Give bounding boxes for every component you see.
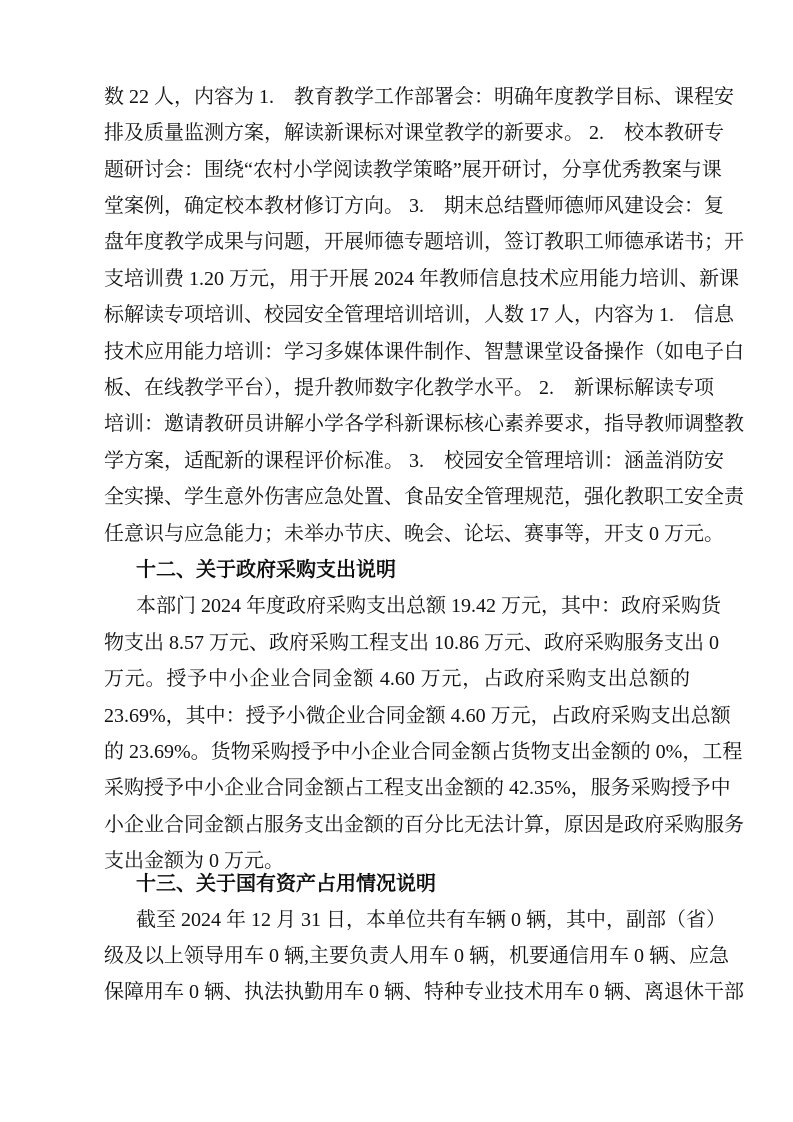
text-line: 题研讨会：围绕“农村小学阅读教学策略”展开研讨，分享优秀教案与课 — [104, 159, 722, 181]
section-13-heading: 十三、关于国有资产占用情况说明 — [136, 873, 436, 895]
text-line: 堂案例，确定校本教材修订方向。 3. 期末总结暨师德师风建设会：复 — [104, 195, 724, 217]
text-line: 全实操、学生意外伤害应急处置、食品安全管理规范，强化教职工安全责 — [104, 486, 744, 508]
text-line: 支出金额为 0 万元。 — [104, 850, 284, 872]
text-line: 的 23.69%。货物采购授予中小企业合同金额占货物支出金额的 0%，工程 — [104, 741, 743, 763]
text-line: 盘年度教学成果与问题，开展师德专题培训，签订教职工师德承诺书；开 — [104, 231, 744, 253]
text-line: 23.69%，其中：授予小微企业合同金额 4.60 万元，占政府采购支出总额 — [104, 705, 731, 727]
text-line: 支培训费 1.20 万元，用于开展 2024 年教师信息技术应用能力培训、新课 — [104, 268, 739, 290]
section-12-heading: 十二、关于政府采购支出说明 — [136, 559, 396, 581]
text-line: 小企业合同金额占服务支出金额的百分比无法计算，原因是政府采购服务 — [104, 814, 744, 836]
text-line: 学方案，适配新的课程评价标准。 3. 校园安全管理培训：涵盖消防安 — [104, 450, 724, 472]
text-line: 保障用车 0 辆、执法执勤用车 0 辆、特种专业技术用车 0 辆、离退休干部 — [104, 981, 744, 1003]
text-line: 标解读专项培训、校园安全管理培训培训，人数 17 人，内容为 1. 信息 — [104, 304, 734, 326]
text-line: 本部门 2024 年度政府采购支出总额 19.42 万元，其中：政府采购货 — [136, 595, 721, 617]
text-line: 级及以上领导用车 0 辆,主要负责人用车 0 辆，机要通信用车 0 辆、应急 — [104, 945, 729, 967]
text-line: 板、在线教学平台），提升教师数字化教学水平。 2. 新课标解读专项 — [104, 377, 714, 399]
text-line: 万元。授予中小企业合同金额 4.60 万元，占政府采购支出总额的 — [104, 668, 690, 690]
text-line: 任意识与应急能力；未举办节庆、晚会、论坛、赛事等，开支 0 万元。 — [104, 523, 724, 545]
text-line: 截至 2024 年 12 月 31 日，本单位共有车辆 0 辆，其中，副部（省） — [136, 909, 726, 931]
text-line: 培训：邀请教研员讲解小学各学科新课标核心素养要求，指导教师调整教 — [104, 413, 744, 435]
text-line: 采购授予中小企业合同金额占工程支出金额的 42.35%，服务采购授予中 — [104, 777, 731, 799]
text-line: 物支出 8.57 万元、政府采购工程支出 10.86 万元、政府采购服务支出 0 — [104, 632, 719, 654]
text-line: 排及质量监测方案，解读新课标对课堂教学的新要求。 2. 校本教研专 — [104, 122, 724, 144]
text-line: 数 22 人，内容为 1. 教育教学工作部署会：明确年度教学目标、课程安 — [104, 86, 734, 108]
text-line: 技术应用能力培训：学习多媒体课件制作、智慧课堂设备操作（如电子白 — [104, 341, 744, 363]
